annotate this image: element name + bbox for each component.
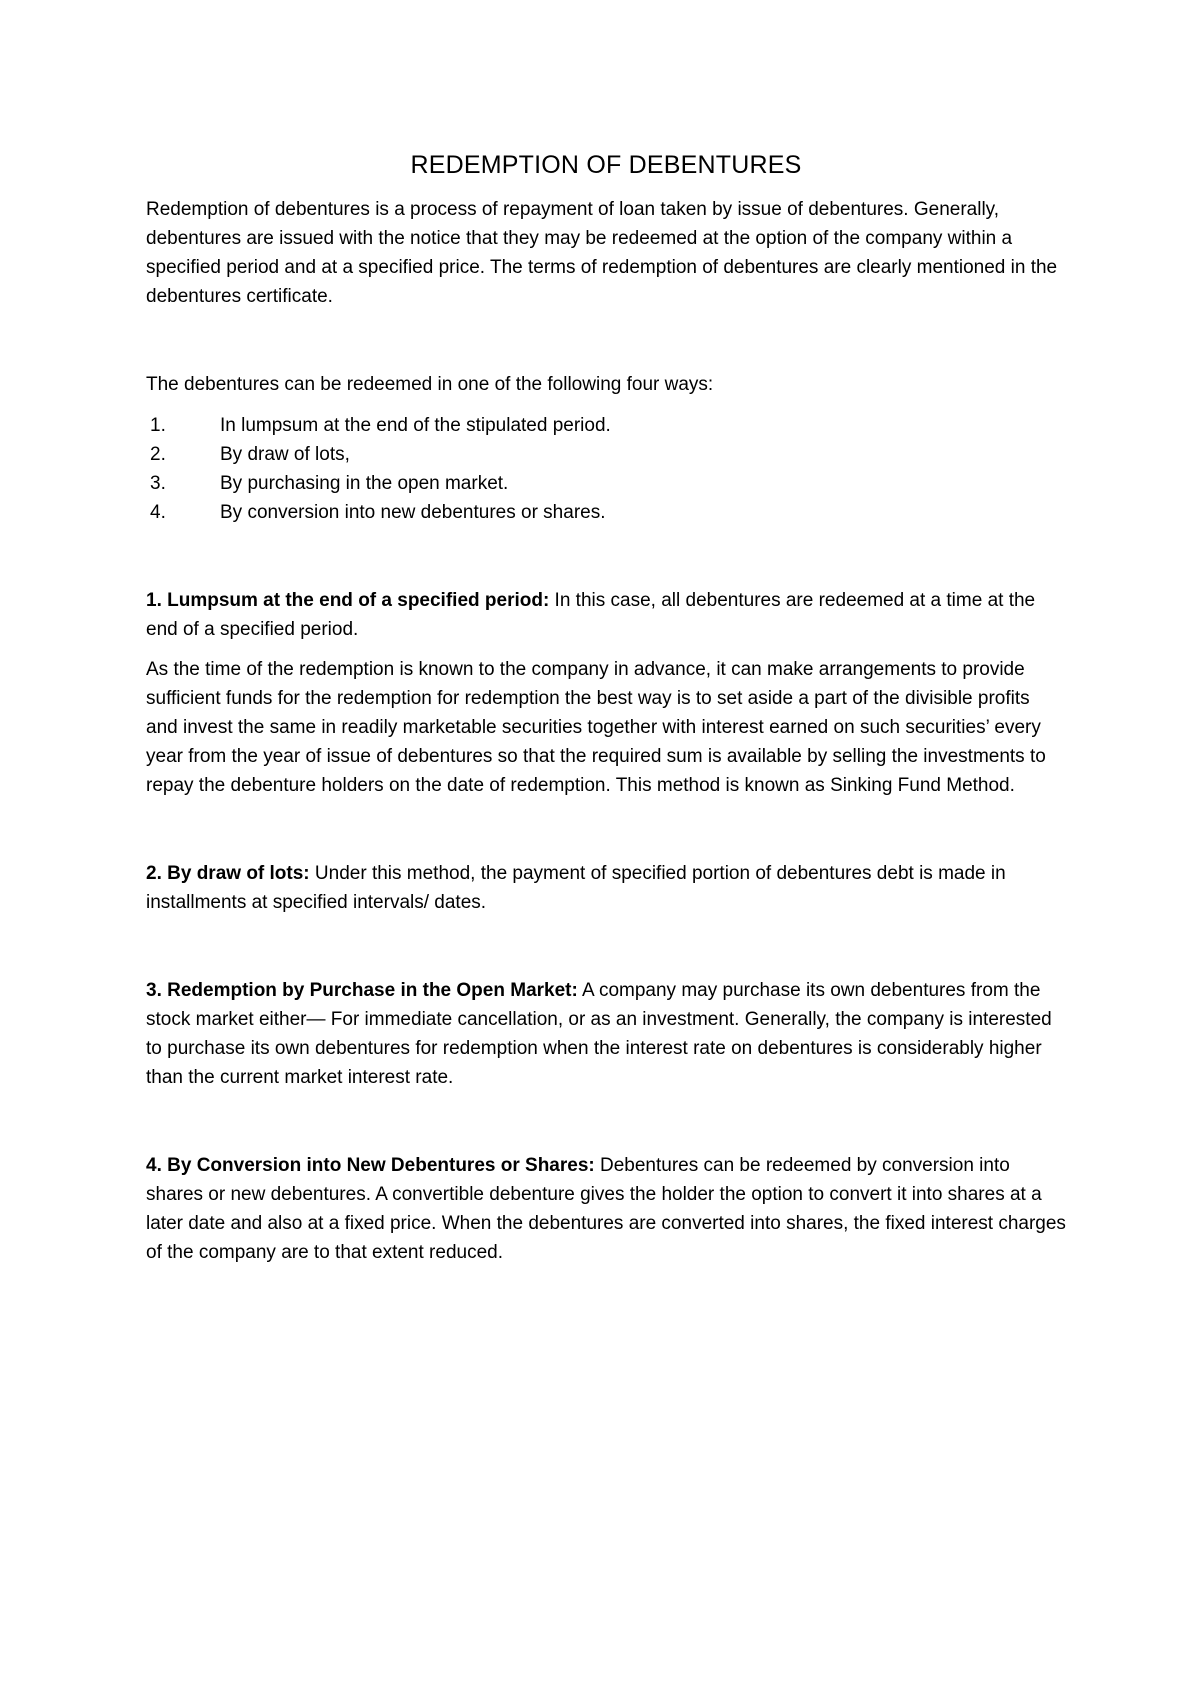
ways-list-item <box>146 411 1066 440</box>
list-item-number: 3. <box>150 473 166 494</box>
document-content <box>146 148 1066 1326</box>
ways-list-item <box>146 469 1066 498</box>
section-text: Debentures can be redeemed by conversion into shares or new debentures. A convertible debenture gives the holder the option to convert it into shares at a later date and also at a fixed price. When the debentures are converted into shares, the fixed interest charges of the company are to that extent reduced. <box>146 1155 1066 1263</box>
section-heading: 3. Redemption by Purchase in the Open Market: <box>146 980 578 1001</box>
section-heading: 2. By draw of lots: <box>146 863 310 884</box>
ways-list-item <box>146 440 1066 469</box>
section-heading: 4. By Conversion into New Debentures or Shares: <box>146 1155 595 1176</box>
ways-list-item <box>146 498 1066 527</box>
ways-intro-paragraph: The debentures can be redeemed in one of the following four ways: <box>146 374 714 395</box>
document-title: REDEMPTION OF DEBENTURES <box>410 151 802 179</box>
section-heading: 1. Lumpsum at the end of a specified period: <box>146 590 550 611</box>
section-text: Under this method, the payment of specified portion of debentures debt is made in installments at specified intervals/ dates. <box>146 863 1006 913</box>
section-conversion <box>146 1151 1066 1267</box>
section-text: A company may purchase its own debentures from the stock market either— For immediate cancellation, or as an investment. Generally, the company is interested to purchase its own debentures for redemption when the interest rate on debentures is considerably higher than the current market interest rate. <box>146 980 1052 1088</box>
section-open-market <box>146 976 1066 1092</box>
section-draw-of-lots <box>146 859 1066 917</box>
list-item-text: In lumpsum at the end of the stipulated period. <box>220 415 611 436</box>
list-item-text: By purchasing in the open market. <box>220 473 509 494</box>
list-item-number: 1. <box>150 415 166 436</box>
section-text: In this case, all debentures are redeemed at a time at the end of a specified period. <box>146 590 1036 640</box>
list-item-text: By conversion into new debentures or shares. <box>220 502 606 523</box>
sinking-fund-paragraph: As the time of the redemption is known to the company in advance, it can make arrangements to provide sufficient funds for the redemption for redemption the best way is to set aside a part of the divisible profits and invest the same in readily marketable securities together with interest earned on such securities’ every year from the year of issue of debentures so that the required sum is available by selling the investments to repay the debenture holders on the date of redemption. This method is known as Sinking Fund Method. <box>146 659 1046 796</box>
ways-list <box>146 411 1066 527</box>
list-item-number: 4. <box>150 502 166 523</box>
section-lumpsum <box>146 586 1066 644</box>
list-item-text: By draw of lots, <box>220 444 350 465</box>
list-item-number: 2. <box>150 444 166 465</box>
intro-paragraph: Redemption of debentures is a process of repayment of loan taken by issue of debentures. Generally, debentures are issued with the notice that they may be redeemed at the option of the company within a specified period and at a specified price. The terms of redemption of debentures are clearly mentioned in the debentures certificate. <box>146 199 1058 307</box>
